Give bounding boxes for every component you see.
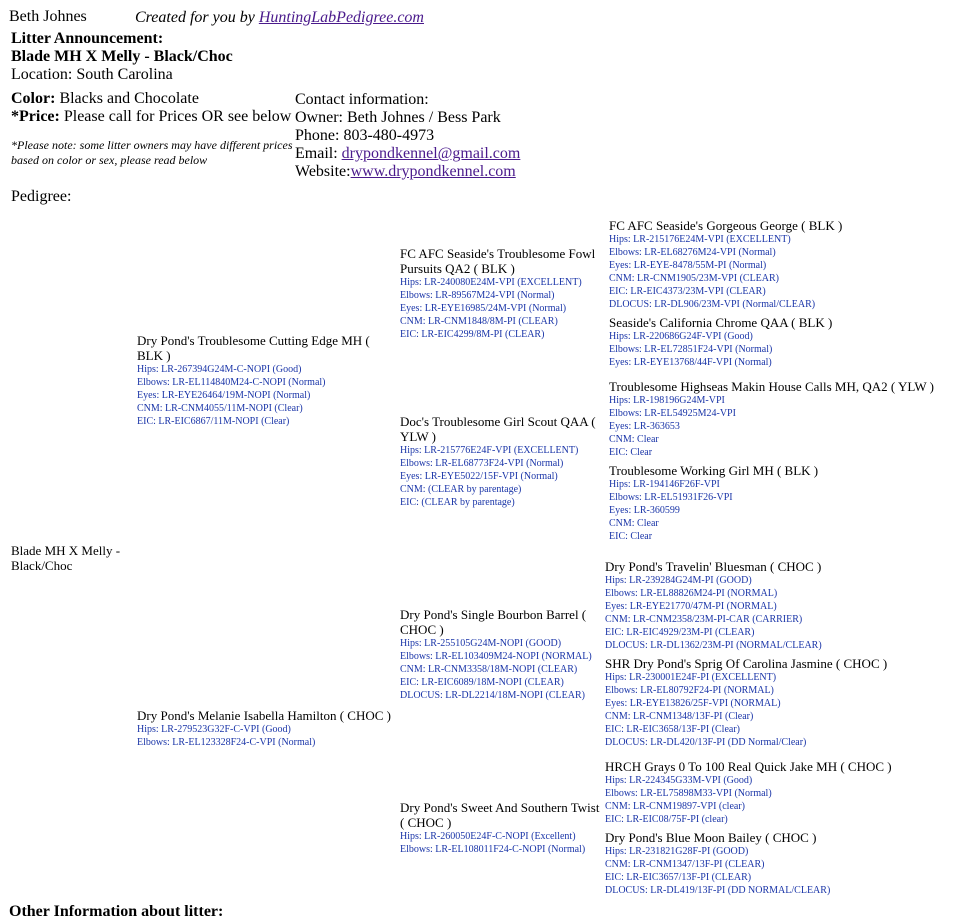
stat-line: CNM: (CLEAR by parentage) [400, 484, 522, 495]
dam-sire-name: Dry Pond's Single Bourbon Barrel ( CHOC ) [400, 607, 587, 637]
dam-dam-block [400, 800, 602, 856]
dam-sire-sire-block [605, 559, 965, 652]
stat-line: EIC: LR-EIC08/75F-PI (clear) [605, 814, 728, 825]
sss-name: FC AFC Seaside's Gorgeous George ( BLK ) [609, 218, 843, 233]
dss-stats [605, 574, 965, 652]
dam-sire-stats [400, 637, 602, 702]
stat-line: Hips: LR-260050E24F-C-NOPI (Excellent) [400, 831, 576, 842]
sdd-stats [609, 478, 969, 543]
stat-line: Elbows: LR-EL51931F26-VPI [609, 492, 733, 503]
contact-email-line [295, 145, 520, 163]
announcement-heading: Litter Announcement: [11, 30, 164, 47]
stat-line: Hips: LR-240080E24M-VPI (EXCELLENT) [400, 277, 582, 288]
stat-line: Elbows: LR-EL114840M24-C-NOPI (Normal) [137, 377, 326, 388]
stat-line: Hips: LR-267394G24M-C-NOPI (Good) [137, 364, 302, 375]
website-link[interactable]: www.drypondkennel.com [350, 163, 516, 180]
color-label: Color: [11, 90, 56, 107]
stat-line: CNM: Clear [609, 434, 659, 445]
stat-line: CNM: LR-CNM1905/23M-VPI (CLEAR) [609, 273, 780, 284]
dam-sire-dam-block [605, 656, 965, 749]
stat-line: Hips: LR-239284G24M-PI (GOOD) [605, 575, 752, 586]
breeder-name: Beth Johnes [9, 8, 87, 25]
stat-line: Eyes: LR-EYE13768/44F-VPI (Normal) [609, 357, 772, 368]
stat-line: Elbows: LR-EL68276M24-VPI (Normal) [609, 247, 776, 258]
sire-name: Dry Pond's Troublesome Cutting Edge MH ( BLK ) [137, 333, 370, 363]
location: Location: South Carolina [11, 66, 173, 83]
dam-sire-block [400, 607, 602, 702]
stat-line: Eyes: LR-EYE26464/19M-NOPI (Normal) [137, 390, 311, 401]
stat-line: Elbows: LR-89567M24-VPI (Normal) [400, 290, 555, 301]
stat-line: Hips: LR-230001E24F-PI (EXCELLENT) [605, 672, 777, 683]
stat-line: CNM: LR-CNM1848/8M-PI (CLEAR) [400, 316, 558, 327]
sire-dam-sire-block [609, 379, 969, 459]
email-label: Email: [295, 145, 342, 162]
stat-line: Elbows: LR-EL72851F24-VPI (Normal) [609, 344, 773, 355]
sire-sire-block [400, 246, 602, 341]
stat-line: Hips: LR-220686G24F-VPI (Good) [609, 331, 753, 342]
price-note: *Please note: some litter owners may have different prices based on color or sex, please read below [11, 138, 293, 167]
stat-line: Hips: LR-224345G33M-VPI (Good) [605, 775, 753, 786]
stat-line: CNM: LR-CNM1348/13F-PI (Clear) [605, 711, 754, 722]
sire-sire-sire-block [609, 218, 969, 311]
price-value: Please call for Prices OR see below [59, 108, 292, 125]
stat-line: Elbows: LR-EL68773F24-VPI (Normal) [400, 458, 564, 469]
stat-line: EIC: LR-EIC6089/18M-NOPI (CLEAR) [400, 677, 564, 688]
dam-dam-dam-block [605, 830, 965, 897]
stat-line: CNM: LR-CNM4055/11M-NOPI (Clear) [137, 403, 303, 414]
stat-line: Eyes: LR-EYE21770/47M-PI (NORMAL) [605, 601, 777, 612]
stat-line: DLOCUS: LR-DL2214/18M-NOPI (CLEAR) [400, 690, 585, 701]
sire-dam-name: Doc's Troublesome Girl Scout QAA ( YLW ) [400, 414, 596, 444]
sire-block [137, 333, 387, 428]
sire-dam-stats [400, 444, 602, 509]
contact-owner: Owner: Beth Johnes / Bess Park [295, 109, 501, 126]
sire-dam-block [400, 414, 602, 509]
website-label: Website: [295, 163, 351, 180]
stat-line: Hips: LR-194146F26F-VPI [609, 479, 720, 490]
ddd-name: Dry Pond's Blue Moon Bailey ( CHOC ) [605, 830, 817, 845]
sire-dam-dam-block [609, 463, 969, 543]
stat-line: Elbows: LR-EL75898M33-VPI (Normal) [605, 788, 772, 799]
contact-website-line [295, 163, 516, 181]
sire-sire-name: FC AFC Seaside's Troublesome Fowl Pursuits QA2 ( BLK ) [400, 246, 596, 276]
stat-line: Elbows: LR-EL88826M24-PI (NORMAL) [605, 588, 778, 599]
stat-line: Hips: LR-231821G28F-PI (GOOD) [605, 846, 749, 857]
stat-line: CNM: LR-CNM19897-VPI (clear) [605, 801, 745, 812]
stat-line: CNM: LR-CNM3358/18M-NOPI (CLEAR) [400, 664, 578, 675]
stat-line: Elbows: LR-EL123328F24-C-VPI (Normal) [137, 737, 316, 748]
stat-line: EIC: LR-EIC4929/23M-PI (CLEAR) [605, 627, 755, 638]
stat-line: EIC: LR-EIC4373/23M-VPI (CLEAR) [609, 286, 766, 297]
sire-sire-dam-block [609, 315, 969, 369]
dam-stats [137, 723, 397, 749]
stat-line: EIC: LR-EIC4299/8M-PI (CLEAR) [400, 329, 545, 340]
stat-line: Hips: LR-215776E24F-VPI (EXCELLENT) [400, 445, 579, 456]
sdd-name: Troublesome Working Girl MH ( BLK ) [609, 463, 819, 478]
price-line [11, 108, 291, 126]
hunting-lab-pedigree-link[interactable]: HuntingLabPedigree.com [258, 9, 424, 26]
dam-block [137, 708, 397, 749]
contact-phone: Phone: 803-480-4973 [295, 127, 435, 144]
ddd-stats [605, 845, 965, 897]
sds-stats [609, 394, 969, 459]
dam-name: Dry Pond's Melanie Isabella Hamilton ( CHOC ) [137, 708, 391, 723]
email-link[interactable]: drypondkennel@gmail.com [341, 145, 521, 162]
stat-line: Hips: LR-215176E24M-VPI (EXCELLENT) [609, 234, 791, 245]
stat-line: Elbows: LR-EL103409M24-NOPI (NORMAL) [400, 651, 592, 662]
stat-line: CNM: LR-CNM1347/13F-PI (CLEAR) [605, 859, 765, 870]
sire-stats [137, 363, 387, 428]
other-info-heading: Other Information about litter: [9, 903, 224, 920]
dam-dam-name: Dry Pond's Sweet And Southern Twist ( CHOC ) [400, 800, 600, 830]
stat-line: Hips: LR-198196G24M-VPI [609, 395, 725, 406]
color-line [11, 90, 199, 108]
dam-dam-stats [400, 830, 602, 856]
stat-line: EIC: (CLEAR by parentage) [400, 497, 515, 508]
stat-line: Elbows: LR-EL54925M24-VPI [609, 408, 736, 419]
dss-name: Dry Pond's Travelin' Bluesman ( CHOC ) [605, 559, 822, 574]
stat-line: Elbows: LR-EL80792F24-PI (NORMAL) [605, 685, 774, 696]
litter-name: Blade MH X Melly - Black/Choc [11, 543, 121, 573]
stat-line: EIC: LR-EIC3658/13F-PI (Clear) [605, 724, 740, 735]
stat-line: EIC: LR-EIC6867/11M-NOPI (Clear) [137, 416, 290, 427]
contact-heading: Contact information: [295, 91, 429, 108]
price-label: *Price: [11, 108, 60, 125]
dsd-stats [605, 671, 965, 749]
stat-line: Eyes: LR-EYE5022/15F-VPI (Normal) [400, 471, 558, 482]
dam-dam-sire-block [605, 759, 965, 826]
stat-line: CNM: LR-CNM2358/23M-PI-CAR (CARRIER) [605, 614, 803, 625]
pedigree-label: Pedigree: [11, 188, 72, 205]
stat-line: Elbows: LR-EL108011F24-C-NOPI (Normal) [400, 844, 586, 855]
stat-line: Eyes: LR-EYE-8478/55M-PI (Normal) [609, 260, 767, 271]
sss-stats [609, 233, 969, 311]
stat-line: Hips: LR-255105G24M-NOPI (GOOD) [400, 638, 562, 649]
stat-line: Eyes: LR-363653 [609, 421, 680, 432]
ssd-stats [609, 330, 969, 369]
stat-line: Eyes: LR-EYE16985/24M-VPI (Normal) [400, 303, 567, 314]
dds-name: HRCH Grays 0 To 100 Real Quick Jake MH ( CHOC ) [605, 759, 892, 774]
created-prefix: Created for you by [135, 9, 259, 26]
ssd-name: Seaside's California Chrome QAA ( BLK ) [609, 315, 833, 330]
dds-stats [605, 774, 965, 826]
stat-line: Eyes: LR-EYE13826/25F-VPI (NORMAL) [605, 698, 781, 709]
dsd-name: SHR Dry Pond's Sprig Of Carolina Jasmine ( CHOC ) [605, 656, 888, 671]
stat-line: CNM: Clear [609, 518, 659, 529]
stat-line: DLOCUS: LR-DL906/23M-VPI (Normal/CLEAR) [609, 299, 816, 310]
stat-line: EIC: LR-EIC3657/13F-PI (CLEAR) [605, 872, 752, 883]
stat-line: Eyes: LR-360599 [609, 505, 680, 516]
sire-sire-stats [400, 276, 602, 341]
litter-title: Blade MH X Melly - Black/Choc [11, 48, 233, 65]
stat-line: DLOCUS: LR-DL420/13F-PI (DD Normal/Clear) [605, 737, 807, 748]
created-by-line [135, 9, 424, 27]
stat-line: EIC: Clear [609, 531, 653, 542]
stat-line: DLOCUS: LR-DL419/13F-PI (DD NORMAL/CLEAR) [605, 885, 831, 896]
stat-line: DLOCUS: LR-DL1362/23M-PI (NORMAL/CLEAR) [605, 640, 822, 651]
sds-name: Troublesome Highseas Makin House Calls MH, QA2 ( YLW ) [609, 379, 934, 394]
stat-line: EIC: Clear [609, 447, 653, 458]
stat-line: Hips: LR-279523G32F-C-VPI (Good) [137, 724, 291, 735]
color-value: Blacks and Chocolate [55, 90, 199, 107]
